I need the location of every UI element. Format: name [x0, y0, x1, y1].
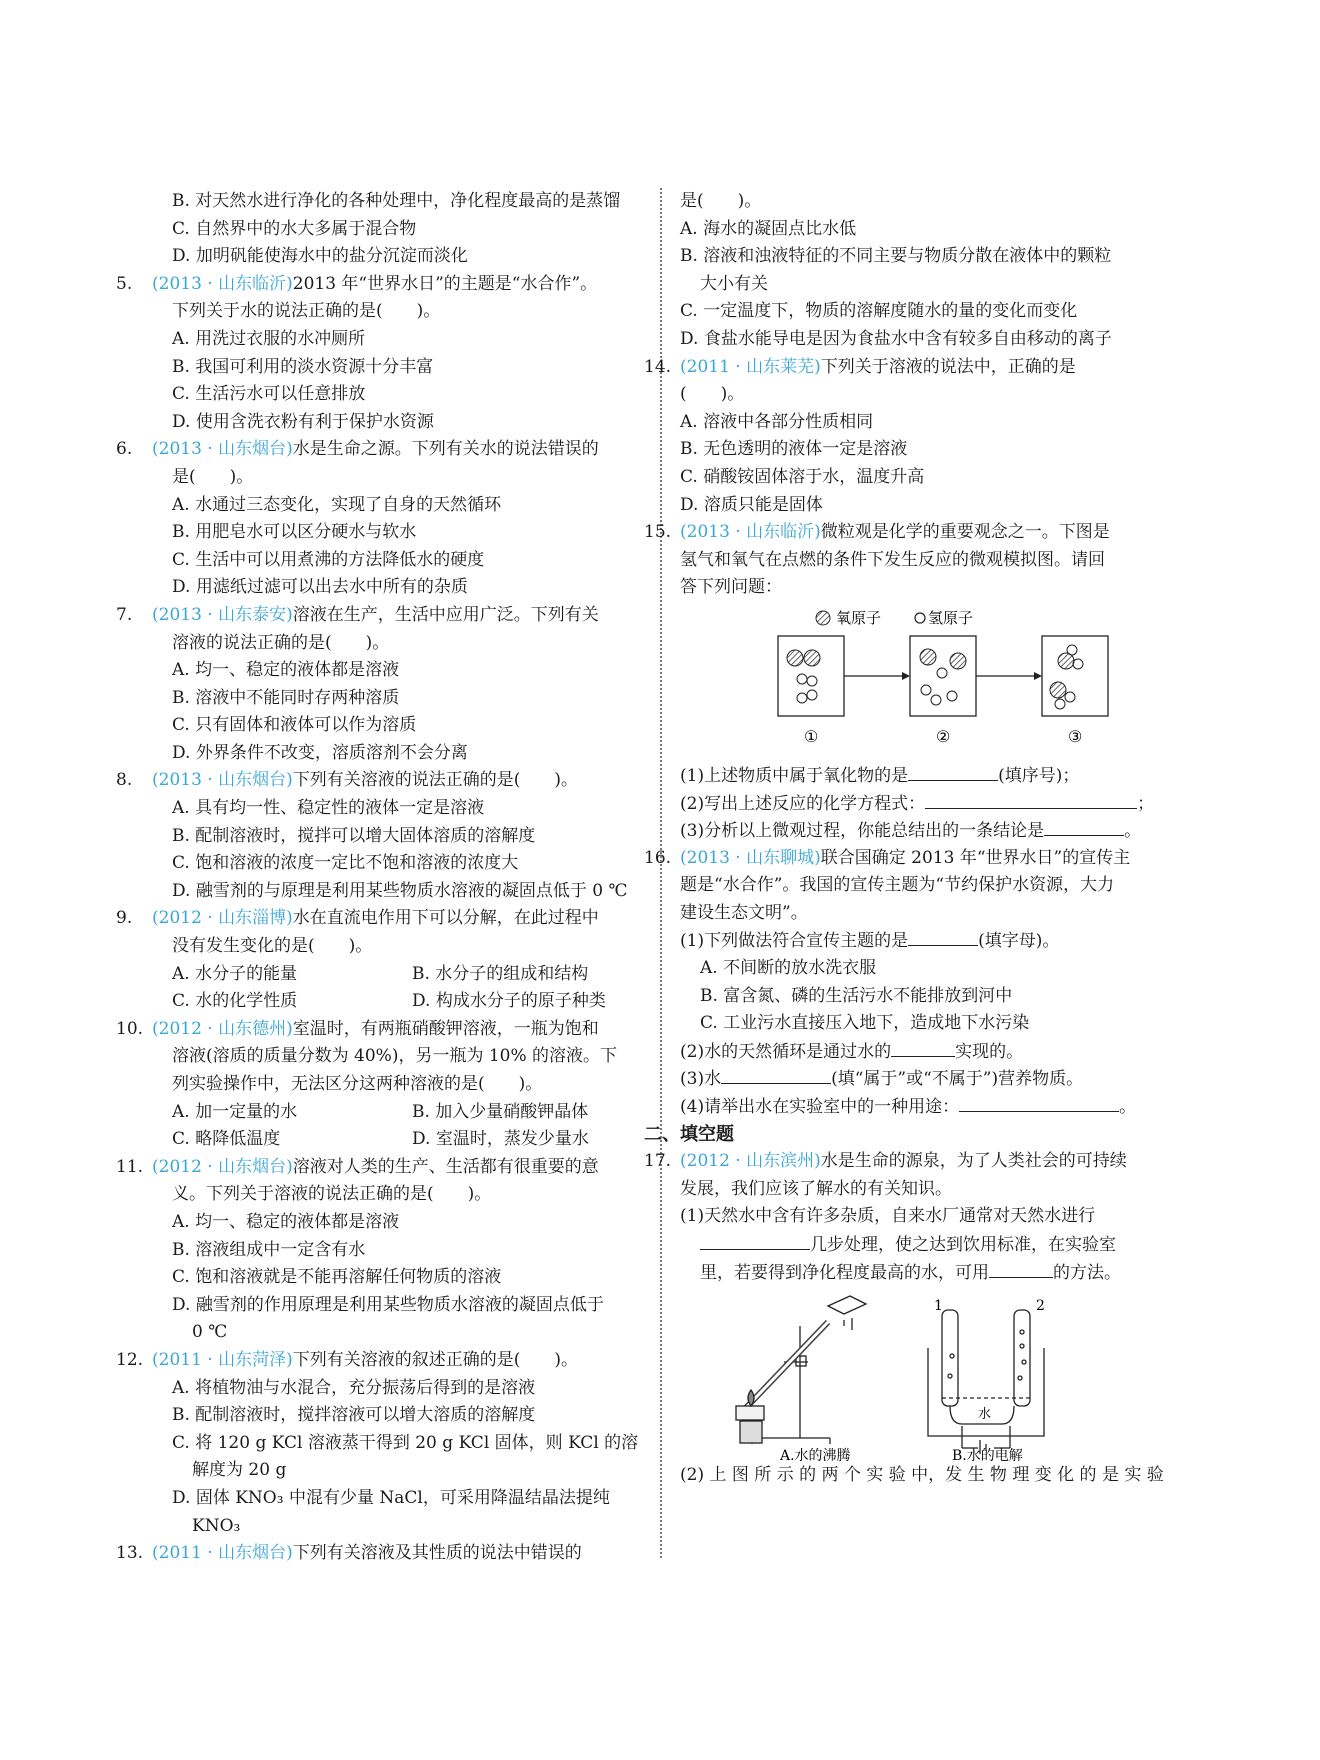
hydrogen-atom: [1055, 699, 1065, 709]
question-number: 8.: [116, 770, 133, 791]
question-text: 水是生命之源。下列有关水的说法错误的: [292, 439, 599, 460]
column-divider: [660, 188, 662, 1558]
source-tag: (2013 · 山东聊城): [680, 847, 821, 868]
hydrogen-atom: [807, 676, 817, 686]
text-line: D. 融雪剂的作用原理是利用某些物质水溶液的凝固点低于: [172, 1294, 604, 1315]
answer-blank[interactable]: [989, 1259, 1053, 1278]
text-line: B. 配制溶液时，搅拌溶液可以增大溶质的溶解度: [172, 1405, 536, 1426]
question-stem: [116, 436, 652, 464]
source-tag: (2011 · 山东菏泽): [152, 1349, 293, 1370]
question-stem: [116, 1154, 652, 1182]
source-tag: (2012 · 山东烟台): [152, 1156, 293, 1177]
electrode-1-label: 1: [934, 1298, 943, 1315]
experiment-figure: [680, 1286, 1180, 1462]
option-pair: [152, 988, 652, 1016]
q16-part1: (1)下列做法符合宣传主题的是 (填字母)。: [680, 927, 1180, 955]
oxygen-atom: [950, 653, 966, 669]
text-line: D. 溶质只能是固体: [680, 494, 823, 515]
text-line: B. 对天然水进行净化的各种处理中，净化程度最高的是蒸馏: [172, 191, 621, 211]
source-tag: (2013 · 山东临沂): [152, 273, 293, 294]
text-line: D. 融雪剂的与原理是利用某些物质水溶液的凝固点低于 0 ℃: [172, 880, 628, 901]
oxygen-atom: [1050, 682, 1066, 698]
question-text: 溶液对人类的生产、生活都有很重要的意: [292, 1156, 599, 1177]
answer-blank[interactable]: [925, 790, 1137, 809]
text-line: 义。下列关于溶液的说法正确的是( )。: [172, 1184, 492, 1205]
hydrogen-atom: [1073, 659, 1083, 669]
hydrogen-atom: [921, 685, 931, 695]
question-number: 14.: [644, 356, 672, 377]
text-line: ( )。: [680, 384, 745, 405]
option: B. 水分子的组成和结构: [412, 963, 589, 984]
experiment-svg: [680, 1286, 1180, 1462]
text-line: A. 水通过三态变化，实现了自身的天然循环: [172, 494, 502, 515]
question-number: 6.: [116, 439, 133, 460]
source-tag: (2011 · 山东莱芜): [680, 356, 821, 377]
question-text: 微粒观是化学的重要观念之一。下图是: [820, 522, 1110, 543]
hydrogen-atom: [797, 674, 807, 684]
hydrogen-atom: [807, 690, 817, 700]
option: C. 略降低温度: [172, 1129, 281, 1150]
text-line: D. 加明矾能使海水中的盐分沉淀而淡化: [172, 246, 468, 267]
text-line: C. 硝酸铵固体溶于水，温度升高: [680, 466, 925, 487]
text-line: B. 无色透明的液体一定是溶液: [680, 439, 908, 460]
arrow-head: [1034, 672, 1042, 680]
question-stem: [116, 767, 652, 795]
left-column: [116, 188, 652, 1568]
hydrogen-atom: [937, 668, 947, 678]
source-tag: (2013 · 山东烟台): [152, 439, 293, 460]
q17-line4: 几步处理，使之达到饮用标准，在实验室: [680, 1231, 1180, 1259]
figure-a-caption: A.水的沸腾: [780, 1448, 851, 1463]
hydrogen-atom: [931, 695, 941, 705]
text-line: C. 生活中可以用煮沸的方法降低水的硬度: [172, 549, 485, 570]
source-tag: (2013 · 山东临沂): [680, 522, 821, 543]
text-line: D. 固体 KNO₃ 中混有少量 NaCl，可采用降温结晶法提纯: [172, 1487, 610, 1508]
text-line: 列实验操作中，无法区分这两种溶液的是( )。: [172, 1074, 543, 1094]
option: D. 构成水分子的原子种类: [412, 991, 606, 1012]
text-line: C. 一定温度下，物质的溶解度随水的量的变化而变化: [680, 301, 1078, 322]
option-pair: [152, 1126, 652, 1154]
q16-part4: (4)请举出水在实验室中的一种用途： 。: [680, 1093, 1180, 1121]
text-line: B. 溶液组成中一定含有水: [172, 1239, 366, 1260]
box-1-label: ①: [804, 726, 819, 746]
question-number: 12.: [116, 1349, 144, 1370]
text-line: 溶液的说法正确的是( )。: [172, 632, 390, 653]
q16-line1: 16. (2013 · 山东聊城)联合国确定 2013 年“世界水日”的宣传主: [644, 847, 1131, 868]
text-line: C. 饱和溶液就是不能再溶解任何物质的溶液: [172, 1267, 502, 1288]
text-line: 解度为 20 g: [192, 1460, 287, 1481]
box-2-label: ②: [936, 726, 951, 746]
source-tag: (2013 · 山东烟台): [152, 770, 293, 791]
answer-blank[interactable]: [908, 762, 998, 781]
option: A. 加一定量的水: [172, 1101, 298, 1122]
text-line: A. 将植物油与水混合，充分振荡后得到的是溶液: [172, 1377, 536, 1398]
q17-line5: 里，若要得到净化程度最高的水，可用 的方法。: [680, 1259, 1180, 1287]
q15-part2: (2)写出上述反应的化学方程式： ；: [680, 790, 1180, 818]
text-line: A. 海水的凝固点比水低: [680, 218, 857, 239]
text-line: 答下列问题：: [680, 577, 782, 598]
option-pair: [152, 961, 652, 989]
q16-option-a: A. 不间断的放水洗衣服: [700, 958, 877, 979]
text-line: D. 用滤纸过滤可以出去水中所有的杂质: [172, 577, 468, 598]
text-line: 溶液(溶质的质量分数为 40%)，另一瓶为 10% 的溶液。下: [172, 1046, 618, 1067]
answer-blank[interactable]: [908, 927, 978, 946]
question-stem: [644, 519, 1180, 547]
text-line: 大小有关: [700, 273, 768, 294]
hydrogen-legend-icon: [915, 613, 925, 623]
oxygen-atom: [920, 649, 936, 665]
text-line: C. 将 120 g KCl 溶液蒸干得到 20 g KCl 固体，则 KCl 的溶: [172, 1432, 639, 1453]
question-number: 11.: [116, 1156, 144, 1177]
electrode-2-label: 2: [1036, 1298, 1045, 1315]
text-line: A. 均一、稳定的液体都是溶液: [172, 1211, 400, 1232]
option: B. 加入少量硝酸钾晶体: [412, 1101, 589, 1122]
legend-oxygen-label: 氧原子: [836, 608, 882, 627]
q16-option-c: C. 工业污水直接压入地下，造成地下水污染: [700, 1013, 1030, 1034]
text-line: A. 溶液中各部分性质相同: [680, 411, 874, 432]
text-line: C. 饱和溶液的浓度一定比不饱和溶液的浓度大: [172, 853, 519, 874]
option: C. 水的化学性质: [172, 991, 298, 1012]
right-column: [644, 188, 1180, 1490]
micro-reaction-diagram: [680, 606, 1180, 756]
question-text: 下列有关溶液的说法正确的是( )。: [292, 770, 579, 791]
text-line: C. 自然界中的水大多属于混合物: [172, 218, 417, 239]
text-line: B. 配制溶液时，搅拌可以增大固体溶质的溶解度: [172, 825, 536, 846]
box-3-label: ③: [1068, 726, 1083, 746]
question-stem: [116, 1540, 652, 1568]
section-heading: 二、填空题: [644, 1123, 734, 1145]
boiling-apparatus: [736, 1296, 866, 1444]
question-text: 室温时，有两瓶硝酸钾溶液，一瓶为饱和: [292, 1018, 599, 1039]
source-tag: (2011 · 山东烟台): [152, 1543, 293, 1564]
text-line: B. 溶液和浊液特征的不同主要与物质分散在液体中的颗粒: [680, 246, 1112, 267]
source-tag: (2012 · 山东滨州): [680, 1151, 821, 1172]
text-line: C. 生活污水可以任意排放: [172, 384, 366, 405]
hydrogen-atom: [1065, 692, 1075, 702]
text-line: 氢气和氧气在点燃的条件下发生反应的微观模拟图。请回: [680, 549, 1105, 570]
question-number: 9.: [116, 908, 133, 929]
option: A. 水分子的能量: [172, 963, 298, 984]
hydrogen-atom: [797, 693, 807, 703]
question-stem: [116, 602, 652, 630]
text-line: 下列关于水的说法正确的是( )。: [172, 301, 441, 322]
question-stem: [116, 1016, 652, 1044]
q17-line6: (2) 上 图 所 示 的 两 个 实 验 中，发 生 物 理 变 化 的 是 实 验: [680, 1465, 1164, 1486]
q16-option-b: B. 富含氮、磷的生活污水不能排放到河中: [700, 985, 1013, 1006]
arrow-head: [902, 672, 910, 680]
hydrogen-atom: [947, 691, 957, 701]
electrolysis-apparatus: [928, 1310, 1044, 1454]
text-line: A. 用洗过衣服的水冲厕所: [172, 328, 366, 349]
q16-part3: (3)水 (填“属于”或“不属于”)营养物质。: [680, 1065, 1180, 1093]
source-tag: (2012 · 山东德州): [152, 1018, 293, 1039]
text-line: 是( )。: [680, 191, 762, 211]
option-pair: [152, 1099, 652, 1127]
q16-part2: (2)水的天然循环是通过水的 实现的。: [680, 1038, 1180, 1066]
question-number: 13.: [116, 1543, 144, 1564]
legend-hydrogen-label: 氢原子: [928, 608, 974, 627]
source-tag: (2012 · 山东淄博): [152, 908, 293, 929]
question-text: 下列关于溶液的说法中，正确的是: [820, 356, 1076, 377]
text-line: D. 使用含洗衣粉有利于保护水资源: [172, 411, 434, 432]
reaction-diagram-svg: [680, 606, 1180, 756]
answer-blank[interactable]: [1044, 817, 1124, 836]
question-text: 溶液在生产，生活中应用广泛。下列有关: [292, 604, 599, 625]
answer-blank[interactable]: [959, 1093, 1119, 1112]
text-line: B. 溶液中不能同时存两种溶质: [172, 687, 400, 708]
oxygen-atom: [787, 650, 803, 666]
text-line: A. 均一、稳定的液体都是溶液: [172, 660, 400, 681]
box-2: [910, 636, 976, 716]
question-text: 下列有关溶液及其性质的说法中错误的: [292, 1543, 582, 1564]
answer-blank[interactable]: [700, 1231, 810, 1250]
oxygen-legend-icon: [816, 611, 830, 625]
source-tag: (2013 · 山东泰安): [152, 604, 293, 625]
answer-blank[interactable]: [891, 1038, 955, 1057]
question-stem: [116, 271, 652, 299]
question-stem: [116, 1347, 652, 1375]
water-label: 水: [978, 1407, 992, 1423]
right-column-lines: [644, 188, 1180, 602]
q16-line3: 建设生态文明”。: [680, 902, 808, 923]
text-line: KNO₃: [192, 1515, 241, 1536]
text-line: C. 只有固体和液体可以作为溶质: [172, 715, 417, 736]
question-text: 2013 年“世界水日”的主题是“水合作”。: [292, 273, 598, 294]
text-line: D. 外界条件不改变，溶质溶剂不会分离: [172, 742, 468, 763]
figure-b-caption: B.水的电解: [952, 1448, 1023, 1463]
text-line: D. 食盐水能导电是因为食盐水中含有较多自由移动的离子: [680, 328, 1112, 349]
text-line: 没有发生变化的是( )。: [172, 936, 373, 957]
question-text: 下列有关溶液的叙述正确的是( )。: [292, 1349, 579, 1370]
question-number: 7.: [116, 604, 133, 625]
text-line: 是( )。: [172, 466, 254, 487]
text-line: B. 我国可利用的淡水资源十分丰富: [172, 356, 434, 377]
q17-line1: 17. (2012 · 山东滨州)水是生命的源泉，为了人类社会的可持续: [644, 1151, 1127, 1172]
q16-line2: 题是“水合作”。我国的宣传主题为“节约保护水资源，大力: [680, 875, 1115, 896]
q15-part3: (3)分析以上微观过程，你能总结出的一条结论是 。: [680, 817, 1180, 845]
question-number: 15.: [644, 522, 672, 543]
text-line: A. 具有均一性、稳定性的液体一定是溶液: [172, 798, 485, 819]
q17-line3: (1)天然水中含有许多杂质，自来水厂通常对天然水进行: [680, 1206, 1096, 1227]
hydrogen-atom: [1067, 645, 1077, 655]
question-number: 10.: [116, 1018, 144, 1039]
question-stem: [644, 354, 1180, 382]
q15-part1: (1)上述物质中属于氧化物的是 (填序号)；: [680, 762, 1180, 790]
oxygen-atom: [804, 650, 820, 666]
question-text: 水在直流电作用下可以分解，在此过程中: [292, 908, 599, 929]
answer-blank[interactable]: [721, 1065, 831, 1084]
text-line: 0 ℃: [192, 1322, 228, 1343]
box-3: [1042, 636, 1108, 716]
q17-line2: 发展，我们应该了解水的有关知识。: [680, 1178, 952, 1199]
question-number: 5.: [116, 273, 133, 294]
question-stem: [116, 905, 652, 933]
text-line: B. 用肥皂水可以区分硬水与软水: [172, 522, 417, 543]
option: D. 室温时，蒸发少量水: [412, 1129, 589, 1150]
